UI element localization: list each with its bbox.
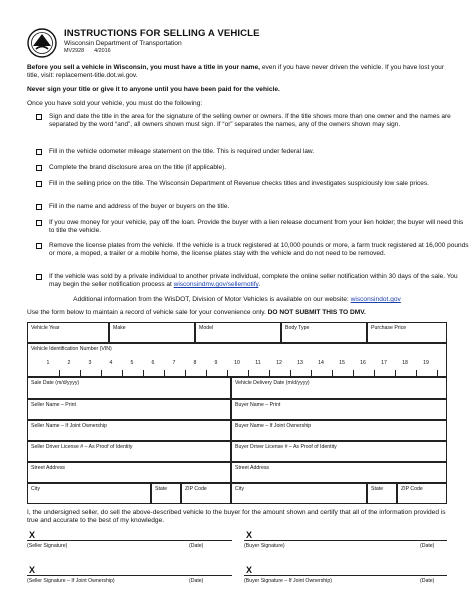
vin-digit-divider [248,370,249,377]
form-instruction: Use the form below to maintain a record of vehicle sale for your convenience only. DO NOT SUBMIT THIS TO DMV. [27,309,366,316]
vin-digit-number: 12 [276,360,282,366]
buyer-joint-signature-line[interactable] [244,575,447,576]
sale-date-field[interactable]: Sale Date (m/d/yyyy) [27,377,231,399]
seller-joint-date-label: (Date) [189,578,204,584]
form-page: INSTRUCTIONS FOR SELLING A VEHICLE Wisconsin Department of Transportation MV2928 4/2016 Before you sell a vehicle in Wisconsin, you must have a title in your name, even if you have never driven the vehicle. If you have lost your title, visit: replacement-title.dot.wi.gov. Never sign your title or give it to anyone until you have been paid for the vehicle. Once you have sold your vehicle, you must do the following: Sign and date the title in the area for the signature of the selling owner or owners. If the title shows more than one owner and the names are separated by the word “and”, all owners shown must sign. If “or” separates the names, any of the owners shown may sign. Fill in the vehicle odometer mileage statement on the title. This is required under federal law. Complete the brand disclosure area on the title (if applicable). Fill in the selling price on the title. The Wisconsin Department of Revenue checks titles and investigates suspiciously low sale prices. Fill in the name and address of the buyer or buyers on the title. If you owe money for your vehicle, pay off the loan. Provide the buyer with a lien release document from your lien holder; the buyer will need this to title the vehicle. Remove the license plates from the vehicle. If the vehicle is a truck registered at 10,000 pounds or more, a farm truck registered at 16,000 pounds or more, a moped, a trailer or a mobile home, the license plates stay with the vehicle and do not need to be removed. If the vehicle was sold by a private individual to another private individual, complete the online seller notification within 30 days of the sale. You may begin the seller notification process at wisconsindmv.gov/sellernotify. Additional information from the WisDOT, Division of Motor Vehicles is available on our website: wisconsindot.gov Use the form below to maintain a record of vehicle sale for your convenience only. DO NOT SUBMIT THIS TO DMV. Vehicle Year Make Model Body Type Purchase Price Vehicle Identification Number (VIN) 1 2 3 4 5 6 7 8 9 10 11 12 13 14 15 16 17 18 19 Sale Date (m/d/yyyy) Vehicle Delivery Date (m/d/yyyy) Seller Name – Print Buyer Name – Print Seller Name – If Joint Ownership Buyer Name – If Joint Ownership Seller Driver License # – As Proof of Identity Buyer Driver License # – As Proof of Identity Street Address Street Address City State ZIP Code City State ZIP Code I, the undersigned seller, do sell the above-described vehicle to the buyer for the amount shown and certify that all of the information provided is true and accurate to the best of my knowledge. X (Seller Signature) (Date) X (Buyer Signature) (Date) X (Seller Signature – If Joint Ownership) (Date) X (Buyer Signature – If Joint Ownership) (Date) [0,0,474,613]
buyer-name-field[interactable]: Buyer Name – Print [231,399,447,420]
vin-digit-divider [122,370,123,377]
seller-date-label: (Date) [189,543,204,549]
seller-city-field[interactable]: City [27,483,151,504]
seller-name-field[interactable]: Seller Name – Print [27,399,231,420]
wisdot-link[interactable]: wisconsindot.gov [350,296,401,303]
vin-digit-number: 13 [297,360,303,366]
seller-license-field[interactable]: Seller Driver License # – As Proof of Identity [27,441,231,462]
buyer-joint-sign-x: X [246,565,253,575]
delivery-date-field[interactable]: Vehicle Delivery Date (m/d/yyyy) [231,377,447,399]
vin-digit-divider [206,370,207,377]
vin-digit-divider [416,370,417,377]
intro-paragraph: Before you sell a vehicle in Wisconsin, you must have a title in your name, even if you have never driven the vehicle. If you have lost your title, visit: replacement-title.dot.wi.gov. [27,64,444,80]
purchase-price-field[interactable]: Purchase Price [367,322,447,343]
make-field[interactable]: Make [109,322,195,343]
seller-signature-line[interactable] [27,540,232,541]
vin-digit-number: 18 [402,360,408,366]
form-id [64,48,260,54]
body-type-field[interactable]: Body Type [281,322,367,343]
checkbox[interactable] [36,204,42,210]
agency-name: Wisconsin Department of Transportation [64,40,182,47]
seller-notify-link[interactable]: wisconsindmv.gov/sellernotify [173,281,259,289]
seller-zip-field[interactable]: ZIP Code [181,483,231,504]
header [64,28,260,54]
checkbox[interactable] [36,243,42,249]
model-field[interactable]: Model [195,322,281,343]
vin-digit-divider [332,370,333,377]
vin-digit-divider [353,370,354,377]
vin-digit-number: 7 [172,360,176,366]
checkbox[interactable] [36,165,42,171]
vehicle-year-field[interactable]: Vehicle Year [27,322,109,343]
buyer-joint-signature-label: (Buyer Signature – If Joint Ownership) [244,578,332,584]
vin-digit-divider [59,370,60,377]
certification-text: I, the undersigned seller, do sell the above-described vehicle to the buyer for the amount shown and certify that all of the information provided is true and accurate to the best of my knowledge. [27,509,446,525]
seller-joint-sign-x: X [29,565,36,575]
vin-digit-number: 17 [381,360,387,366]
seller-joint-signature-line[interactable] [27,575,232,576]
buyer-city-field[interactable]: City [231,483,367,504]
checkbox[interactable] [36,114,42,120]
buyer-sign-x: X [246,530,253,540]
checkbox[interactable] [36,181,42,187]
seller-street-field[interactable]: Street Address [27,462,231,483]
form-number: MV2928 [64,48,85,54]
seller-state-field[interactable]: State [151,483,181,504]
buyer-joint-field[interactable]: Buyer Name – If Joint Ownership [231,420,447,441]
vin-digit-number: 19 [423,360,429,366]
buyer-signature-label: (Buyer Signature) [244,543,285,549]
vin-digit-divider [101,370,102,377]
seller-joint-field[interactable]: Seller Name – If Joint Ownership [27,420,231,441]
checkbox[interactable] [36,274,42,280]
vin-digit-number: 6 [151,360,155,366]
vin-digit-divider [227,370,228,377]
vin-digit-number: 10 [234,360,240,366]
vin-digit-number: 3 [88,360,92,366]
vin-field[interactable]: Vehicle Identification Number (VIN) [27,343,447,377]
buyer-signature-line[interactable] [244,540,447,541]
checkbox[interactable] [36,149,42,155]
seller-sign-x: X [29,530,36,540]
vin-digit-number: 9 [214,360,218,366]
vin-digit-number: 15 [339,360,345,366]
vin-digit-divider [437,370,438,377]
vin-digit-divider [164,370,165,377]
buyer-zip-field[interactable]: ZIP Code [397,483,447,504]
vin-digit-number: 11 [255,360,261,366]
vin-digit-number: 16 [360,360,366,366]
additional-info: Additional information from the WisDOT, Division of Motor Vehicles is available on our website: wisconsindot.gov [73,296,401,303]
vin-digit-divider [374,370,375,377]
vin-digit-divider [80,370,81,377]
vin-digit-divider [143,370,144,377]
seller-joint-signature-label: (Seller Signature – If Joint Ownership) [27,578,115,584]
vin-digit-number: 4 [109,360,113,366]
vin-digit-divider [290,370,291,377]
buyer-license-field[interactable]: Buyer Driver License # – As Proof of Identity [231,441,447,462]
lead-text: Once you have sold your vehicle, you must do the following: [27,100,203,107]
buyer-date-label: (Date) [420,543,435,549]
buyer-state-field[interactable]: State [367,483,397,504]
vin-digit-divider [311,370,312,377]
checkbox[interactable] [36,220,42,226]
form-date: 4/2016 [94,48,111,54]
buyer-joint-date-label: (Date) [420,578,435,584]
vin-digit-divider [395,370,396,377]
buyer-street-field[interactable]: Street Address [231,462,447,483]
vin-digit-divider [185,370,186,377]
vin-digit-number: 14 [318,360,324,366]
vin-digit-number: 8 [193,360,197,366]
vin-digit-divider [269,370,270,377]
vin-digit-number: 1 [46,360,50,366]
page-title: INSTRUCTIONS FOR SELLING A VEHICLE [64,28,260,39]
wisdot-logo-icon [27,28,57,58]
warning-text: Never sign your title or give it to anyone until you have been paid for the vehicle. [27,86,280,93]
vin-digit-number: 5 [130,360,134,366]
vin-digit-number: 2 [67,360,71,366]
seller-signature-label: (Seller Signature) [27,543,68,549]
